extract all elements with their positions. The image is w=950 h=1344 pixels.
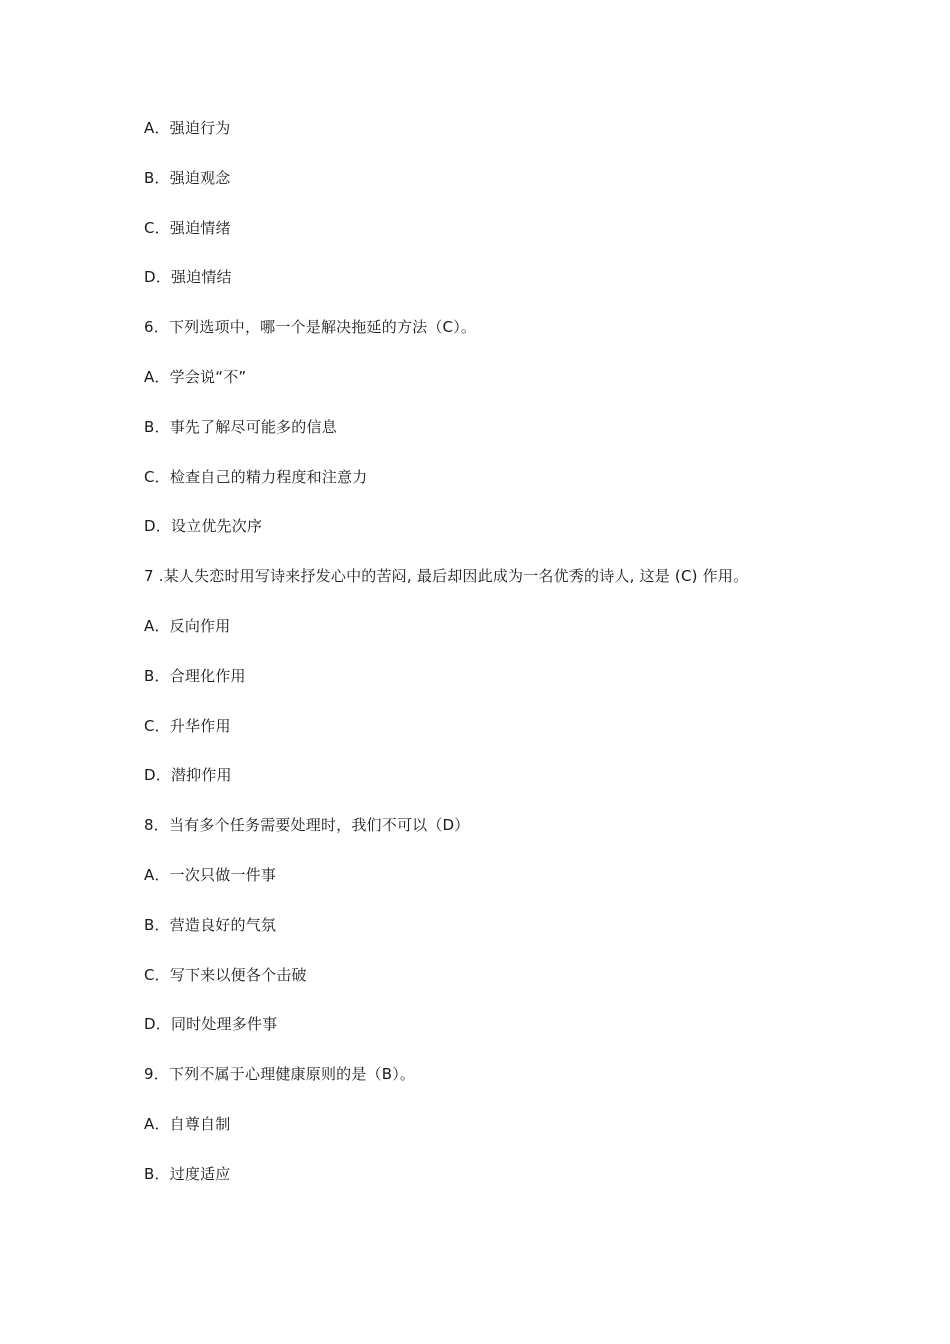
option-5a: A．强迫行为 xyxy=(144,119,231,137)
option-6a: A．学会说“不” xyxy=(144,367,247,386)
option-7d: D．潜抑作用 xyxy=(144,766,232,785)
option-8d: D．同时处理多件事 xyxy=(144,1015,278,1034)
question-6: 6．下列选项中，哪一个是解决拖延的方法（C）。 xyxy=(144,318,477,337)
option-8c: C．写下来以便各个击破 xyxy=(144,965,307,984)
option-7b: B．合理化作用 xyxy=(144,666,246,685)
option-7a: A．反向作用 xyxy=(144,616,231,635)
option-7c: C．升华作用 xyxy=(144,716,231,735)
option-5d: D．强迫情结 xyxy=(144,268,232,287)
option-5c: C．强迫情绪 xyxy=(144,218,231,237)
option-6d: D．设立优先次序 xyxy=(144,517,263,536)
option-9a: A．自尊自制 xyxy=(144,1114,231,1133)
option-6b: B．事先了解尽可能多的信息 xyxy=(144,417,337,436)
option-8a: A．一次只做一件事 xyxy=(144,865,277,884)
question-8: 8．当有多个任务需要处理时，我们不可以（D） xyxy=(144,816,470,835)
document-body xyxy=(144,116,864,1212)
option-8b: B．营造良好的气氛 xyxy=(144,915,277,934)
option-6c: C．检查自己的精力程度和注意力 xyxy=(144,467,368,486)
question-7: 7 .某人失恋时用写诗来抒发心中的苦闷, 最后却因此成为一名优秀的诗人, 这是 (C) 作用。 xyxy=(144,567,749,586)
question-9: 9．下列不属于心理健康原则的是（B）。 xyxy=(144,1065,416,1084)
option-9b: B．过度适应 xyxy=(144,1164,231,1183)
option-5b: B．强迫观念 xyxy=(144,168,231,187)
